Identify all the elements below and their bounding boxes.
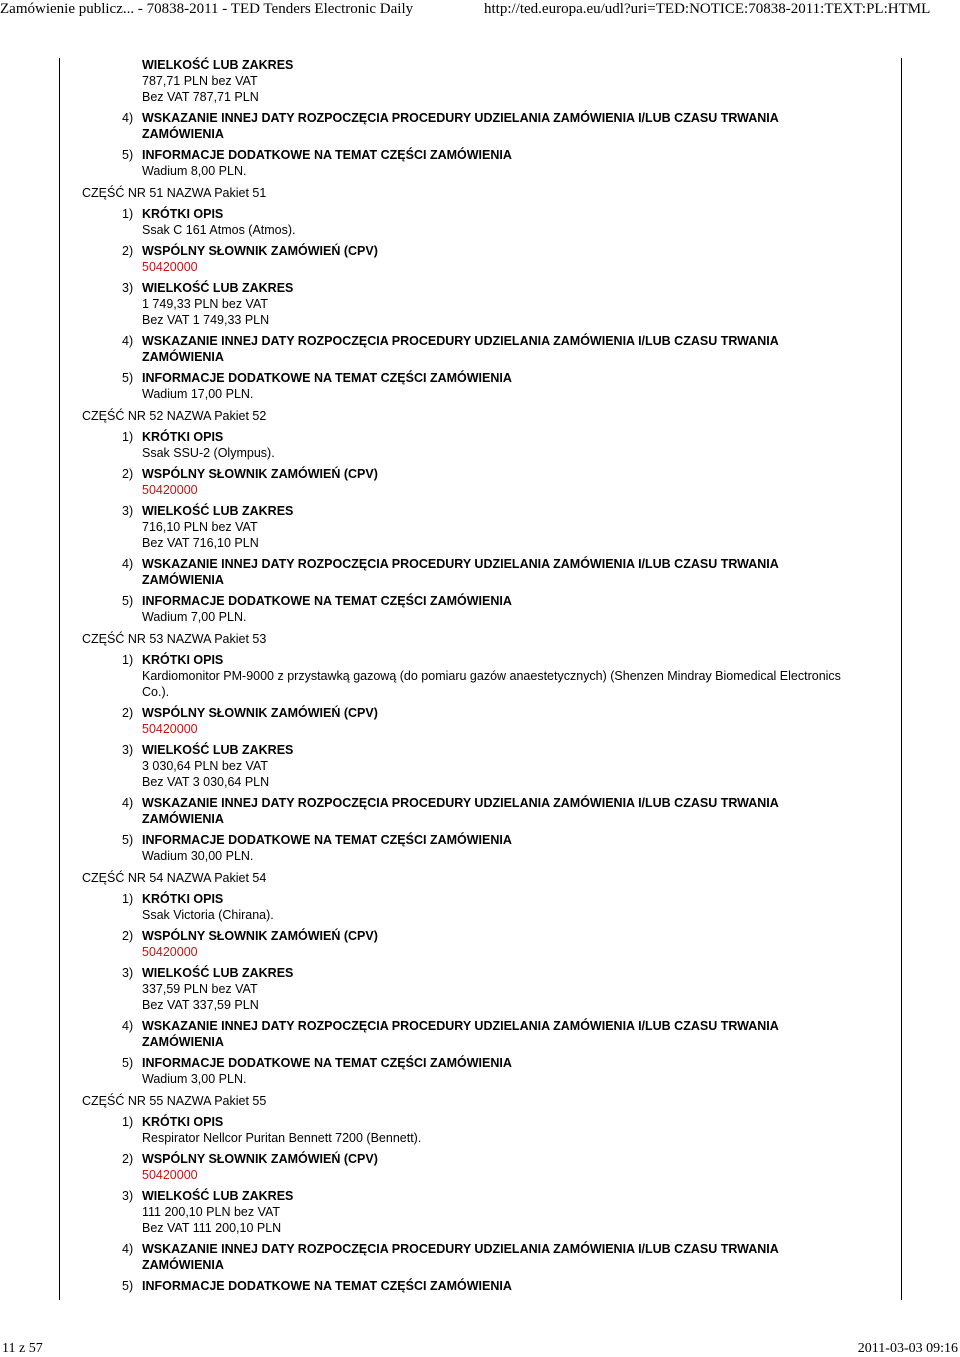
- item-number: 3): [122, 966, 134, 980]
- lot-item: [82, 333, 842, 365]
- lot-item: [82, 593, 842, 625]
- item-number: 2): [122, 467, 134, 481]
- top-dates-item: [82, 110, 842, 142]
- lot-item: [82, 705, 842, 737]
- item-heading: WIELKOŚĆ LUB ZAKRES: [142, 504, 294, 518]
- item-heading: KRÓTKI OPIS: [142, 1115, 224, 1129]
- item-number: 5): [122, 594, 134, 608]
- item-heading: WIELKOŚĆ LUB ZAKRES: [142, 58, 294, 72]
- browser-print-header: [0, 0, 960, 20]
- lot-item: [82, 1278, 842, 1294]
- lot-item: [82, 1055, 842, 1087]
- item-number: 1): [122, 207, 134, 221]
- lot-item: [82, 503, 842, 551]
- item-heading: WSPÓLNY SŁOWNIK ZAMÓWIEŃ (CPV): [142, 929, 378, 943]
- cpv-code: 50420000: [142, 722, 198, 736]
- lot-part: [82, 1093, 842, 1294]
- item-heading: WSPÓLNY SŁOWNIK ZAMÓWIEŃ (CPV): [142, 1152, 378, 1166]
- item-number: 4): [122, 1242, 134, 1256]
- item-heading: WSKAZANIE INNEJ DATY ROZPOCZĘCIA PROCEDURY UDZIELANIA ZAMÓWIENIA I/LUB CZASU TRWANIA ZAMÓWIENIA: [142, 1242, 779, 1272]
- lot-part: [82, 408, 842, 625]
- item-value: 337,59 PLN bez VAT: [142, 982, 258, 996]
- item-value: Wadium 8,00 PLN.: [142, 164, 247, 178]
- item-number: 4): [122, 334, 134, 348]
- lot-part: [82, 185, 842, 402]
- item-number: 3): [122, 504, 134, 518]
- lot-item: [82, 928, 842, 960]
- cpv-code: 50420000: [142, 1168, 198, 1182]
- item-number: 5): [122, 148, 134, 162]
- item-number: 2): [122, 244, 134, 258]
- item-value: 716,10 PLN bez VAT: [142, 520, 258, 534]
- lot-item: [82, 243, 842, 275]
- item-value: Bez VAT 787,71 PLN: [142, 90, 259, 104]
- content-frame-right-border: [901, 58, 902, 1300]
- item-heading: INFORMACJE DODATKOWE NA TEMAT CZĘŚCI ZAMÓWIENIA: [142, 833, 512, 847]
- item-number: 1): [122, 430, 134, 444]
- lot-item: [82, 652, 842, 700]
- lot-item: [82, 795, 842, 827]
- item-number: 4): [122, 111, 134, 125]
- item-value: 787,71 PLN bez VAT: [142, 74, 258, 88]
- lot-item: [82, 742, 842, 790]
- lot-part-title: CZĘŚĆ NR 54 NAZWA Pakiet 54: [82, 871, 267, 885]
- lot-item: [82, 1114, 842, 1146]
- content-frame-left-border: [59, 58, 60, 1300]
- item-heading: WSPÓLNY SŁOWNIK ZAMÓWIEŃ (CPV): [142, 706, 378, 720]
- item-value: Respirator Nellcor Puritan Bennett 7200 (Bennett).: [142, 1131, 422, 1145]
- browser-print-footer: [0, 1340, 960, 1357]
- item-value: Ssak C 161 Atmos (Atmos).: [142, 223, 296, 237]
- page-url[interactable]: http://ted.europa.eu/udl?uri=TED:NOTICE:70838-2011:TEXT:PL:HTML: [484, 1, 931, 17]
- item-heading: KRÓTKI OPIS: [142, 892, 224, 906]
- lot-item: [82, 370, 842, 402]
- item-value: Bez VAT 111 200,10 PLN: [142, 1221, 282, 1235]
- item-heading: INFORMACJE DODATKOWE NA TEMAT CZĘŚCI ZAMÓWIENIA: [142, 1056, 512, 1070]
- lot-item: [82, 1241, 842, 1273]
- lot-part-title: CZĘŚĆ NR 52 NAZWA Pakiet 52: [82, 409, 267, 423]
- item-heading: WSKAZANIE INNEJ DATY ROZPOCZĘCIA PROCEDURY UDZIELANIA ZAMÓWIENIA I/LUB CZASU TRWANIA ZAMÓWIENIA: [142, 334, 779, 364]
- item-number: 4): [122, 796, 134, 810]
- item-heading: INFORMACJE DODATKOWE NA TEMAT CZĘŚCI ZAMÓWIENIA: [142, 148, 512, 162]
- lot-item: [82, 832, 842, 864]
- lot-item: [82, 556, 842, 588]
- item-heading: INFORMACJE DODATKOWE NA TEMAT CZĘŚCI ZAMÓWIENIA: [142, 371, 512, 385]
- item-number: 1): [122, 892, 134, 906]
- item-heading: WIELKOŚĆ LUB ZAKRES: [142, 1189, 294, 1203]
- item-heading: WIELKOŚĆ LUB ZAKRES: [142, 743, 294, 757]
- item-number: 3): [122, 281, 134, 295]
- lot-item: [82, 429, 842, 461]
- item-heading: WSKAZANIE INNEJ DATY ROZPOCZĘCIA PROCEDURY UDZIELANIA ZAMÓWIENIA I/LUB CZASU TRWANIA ZAMÓWIENIA: [142, 796, 779, 826]
- item-value: Ssak SSU-2 (Olympus).: [142, 446, 275, 460]
- lot-part-title: CZĘŚĆ NR 55 NAZWA Pakiet 55: [82, 1094, 267, 1108]
- lot-item: [82, 891, 842, 923]
- lot-item: [82, 1151, 842, 1183]
- item-heading: KRÓTKI OPIS: [142, 430, 224, 444]
- lot-part: [82, 631, 842, 864]
- item-heading: WSPÓLNY SŁOWNIK ZAMÓWIEŃ (CPV): [142, 244, 378, 258]
- item-value: Bez VAT 1 749,33 PLN: [142, 313, 270, 327]
- lot-item: [82, 1188, 842, 1236]
- print-datetime: 2011-03-03 09:16: [857, 1341, 958, 1356]
- lot-parts-list: [82, 185, 842, 1294]
- lot-item: [82, 280, 842, 328]
- item-number: 2): [122, 1152, 134, 1166]
- item-number: 3): [122, 1189, 134, 1203]
- item-value: Wadium 7,00 PLN.: [142, 610, 247, 624]
- item-heading: KRÓTKI OPIS: [142, 207, 224, 221]
- item-value: Ssak Victoria (Chirana).: [142, 908, 274, 922]
- item-value: Bez VAT 3 030,64 PLN: [142, 775, 270, 789]
- lot-item: [82, 965, 842, 1013]
- item-value: 111 200,10 PLN bez VAT: [142, 1205, 281, 1219]
- page-counter: 11 z 57: [2, 1341, 43, 1356]
- item-number: 2): [122, 706, 134, 720]
- item-heading: WIELKOŚĆ LUB ZAKRES: [142, 966, 294, 980]
- item-number: 2): [122, 929, 134, 943]
- lot-item: [82, 466, 842, 498]
- item-value: Kardiomonitor PM-9000 z przystawką gazową (do pomiaru gazów anaestetycznych) (Shenzen Mindray Biomedical Electronics Co.).: [142, 669, 841, 699]
- lot-item: [82, 1018, 842, 1050]
- item-number: 4): [122, 557, 134, 571]
- item-heading: INFORMACJE DODATKOWE NA TEMAT CZĘŚCI ZAMÓWIENIA: [142, 1279, 512, 1293]
- item-value: Bez VAT 337,59 PLN: [142, 998, 259, 1012]
- notice-content: [82, 57, 842, 1294]
- lot-part-title: CZĘŚĆ NR 53 NAZWA Pakiet 53: [82, 632, 267, 646]
- item-number: 5): [122, 1279, 134, 1293]
- top-info-item: [82, 147, 842, 179]
- cpv-code: 50420000: [142, 945, 198, 959]
- item-heading: KRÓTKI OPIS: [142, 653, 224, 667]
- item-number: 1): [122, 653, 134, 667]
- item-number: 1): [122, 1115, 134, 1129]
- item-number: 4): [122, 1019, 134, 1033]
- lot-part: [82, 870, 842, 1087]
- lot-item: [82, 206, 842, 238]
- item-heading: WIELKOŚĆ LUB ZAKRES: [142, 281, 294, 295]
- lot-part-title: CZĘŚĆ NR 51 NAZWA Pakiet 51: [82, 186, 267, 200]
- item-number: 5): [122, 371, 134, 385]
- item-heading: WSKAZANIE INNEJ DATY ROZPOCZĘCIA PROCEDURY UDZIELANIA ZAMÓWIENIA I/LUB CZASU TRWANIA ZAMÓWIENIA: [142, 111, 779, 141]
- item-value: 1 749,33 PLN bez VAT: [142, 297, 269, 311]
- item-value: Wadium 30,00 PLN.: [142, 849, 254, 863]
- item-heading: WSPÓLNY SŁOWNIK ZAMÓWIEŃ (CPV): [142, 467, 378, 481]
- item-value: Wadium 3,00 PLN.: [142, 1072, 247, 1086]
- item-heading: INFORMACJE DODATKOWE NA TEMAT CZĘŚCI ZAMÓWIENIA: [142, 594, 512, 608]
- item-value: 3 030,64 PLN bez VAT: [142, 759, 269, 773]
- item-number: 3): [122, 743, 134, 757]
- cpv-code: 50420000: [142, 483, 198, 497]
- item-heading: WSKAZANIE INNEJ DATY ROZPOCZĘCIA PROCEDURY UDZIELANIA ZAMÓWIENIA I/LUB CZASU TRWANIA ZAMÓWIENIA: [142, 557, 779, 587]
- top-size-item: [82, 57, 842, 105]
- item-number: 5): [122, 833, 134, 847]
- item-value: Bez VAT 716,10 PLN: [142, 536, 259, 550]
- item-heading: WSKAZANIE INNEJ DATY ROZPOCZĘCIA PROCEDURY UDZIELANIA ZAMÓWIENIA I/LUB CZASU TRWANIA ZAMÓWIENIA: [142, 1019, 779, 1049]
- page-title: Zamówienie publicz... - 70838-2011 - TED Tenders Electronic Daily: [0, 1, 414, 17]
- cpv-code: 50420000: [142, 260, 198, 274]
- item-number: 5): [122, 1056, 134, 1070]
- item-value: Wadium 17,00 PLN.: [142, 387, 254, 401]
